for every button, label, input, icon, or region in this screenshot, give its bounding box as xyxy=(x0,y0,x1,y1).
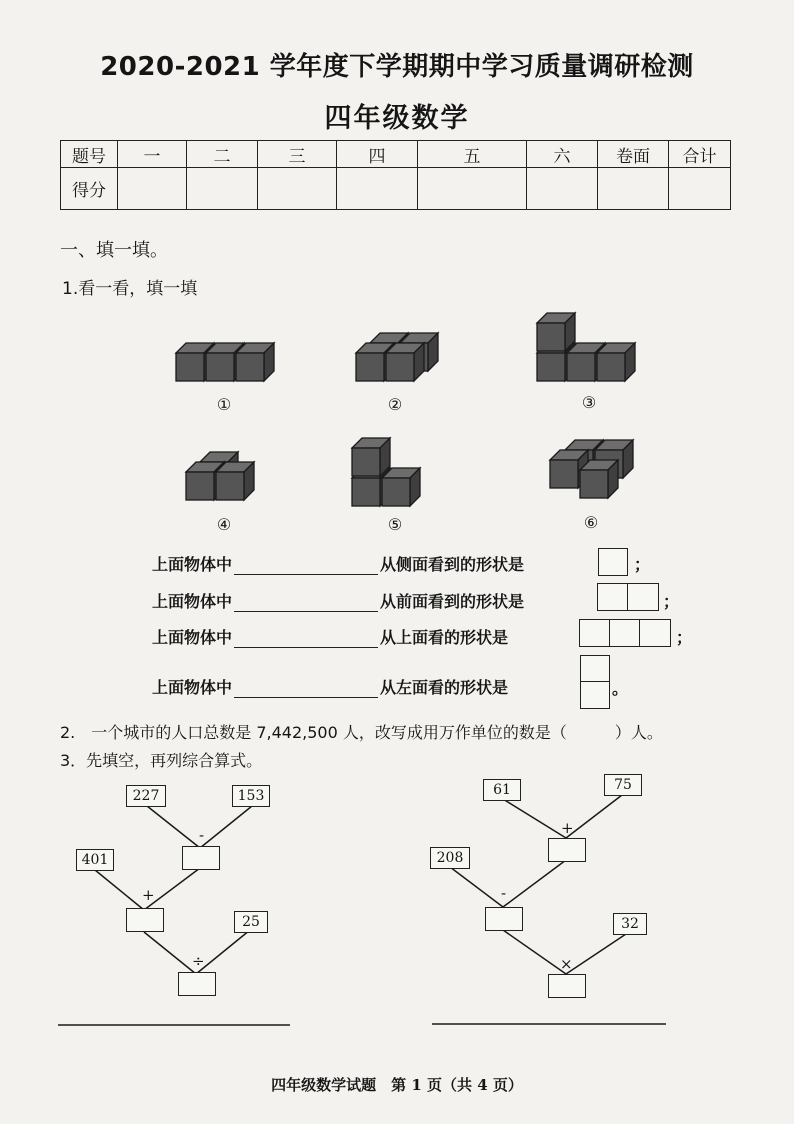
exam-title: 2020-2021 学年度下学期期中学习质量调研检测 xyxy=(100,52,694,82)
score-col-7: 卷面 xyxy=(598,141,669,168)
tree-right-box-2[interactable] xyxy=(485,907,523,931)
tree-left-box-2[interactable] xyxy=(126,908,164,932)
tree-left-op2: + xyxy=(142,886,155,904)
tree-right-num-top-right: 75 xyxy=(604,774,642,796)
tree-right-op3: × xyxy=(560,955,573,973)
score-col-4: 四 xyxy=(337,141,418,168)
tree-right-box-1[interactable] xyxy=(548,838,586,862)
tree-left-box-1[interactable] xyxy=(182,846,220,870)
score-col-1: 一 xyxy=(118,141,187,168)
section-heading: 一、填一填。 xyxy=(60,240,168,261)
score-col-3: 三 xyxy=(258,141,337,168)
score-col-8: 合计 xyxy=(669,141,731,168)
tree-left-num-top-left: 227 xyxy=(126,785,166,807)
figure-label-1: ① xyxy=(216,395,232,414)
fill-suffix: 从左面看的形状是 xyxy=(380,678,509,697)
fill-prefix: 上面物体中 xyxy=(152,555,233,574)
score-row-label: 得分 xyxy=(61,168,118,210)
score-col-5: 五 xyxy=(418,141,527,168)
fill-suffix: 从上面看的形状是 xyxy=(380,628,509,647)
tree-left-num-mid: 401 xyxy=(76,849,114,871)
figure-label-3: ③ xyxy=(581,393,597,412)
figure-label-2: ② xyxy=(387,395,403,414)
score-col-2: 二 xyxy=(187,141,258,168)
fill-suffix: 从前面看到的形状是 xyxy=(380,592,525,611)
page-footer: 四年级数学试题 第 1 页（共 4 页） xyxy=(271,1076,523,1094)
question-2-text: 2. 一个城市的人口总数是 7,442,500 人，改写成用万作单位的数是（ ）人。 xyxy=(60,723,663,742)
fill-prefix: 上面物体中 xyxy=(152,628,233,647)
fill-prefix: 上面物体中 xyxy=(152,678,233,697)
figure-label-5: ⑤ xyxy=(387,515,403,534)
fill-suffix: 从侧面看到的形状是 xyxy=(380,555,525,574)
figure-label-4: ④ xyxy=(216,515,232,534)
tree-right-box-3[interactable] xyxy=(548,974,586,998)
figure-label-6: ⑥ xyxy=(583,513,599,532)
exam-subject: 四年级数学 xyxy=(324,103,470,134)
tree-right-num-bottom: 32 xyxy=(613,913,647,935)
score-col-0: 题号 xyxy=(61,141,118,168)
fill-end: ； xyxy=(634,555,651,574)
question-3-text: 3．先填空，再列综合算式。 xyxy=(60,751,263,770)
tree-right-num-top-left: 61 xyxy=(483,779,521,801)
fill-prefix: 上面物体中 xyxy=(152,592,233,611)
tree-right-op1: + xyxy=(561,819,574,837)
fill-end: ； xyxy=(676,628,693,647)
tree-left-box-3[interactable] xyxy=(178,972,216,996)
tree-left-op3: ÷ xyxy=(192,952,205,970)
tree-left-num-bottom: 25 xyxy=(234,911,268,933)
tree-left-op1: - xyxy=(199,826,205,844)
fill-end: 。 xyxy=(612,679,629,698)
fill-end: ； xyxy=(663,592,680,611)
tree-right-num-mid: 208 xyxy=(430,847,470,869)
question-1-text: 1.看一看，填一填 xyxy=(62,279,198,299)
tree-right-op2: - xyxy=(501,884,507,902)
tree-left-num-top-right: 153 xyxy=(232,785,270,807)
score-col-6: 六 xyxy=(527,141,598,168)
